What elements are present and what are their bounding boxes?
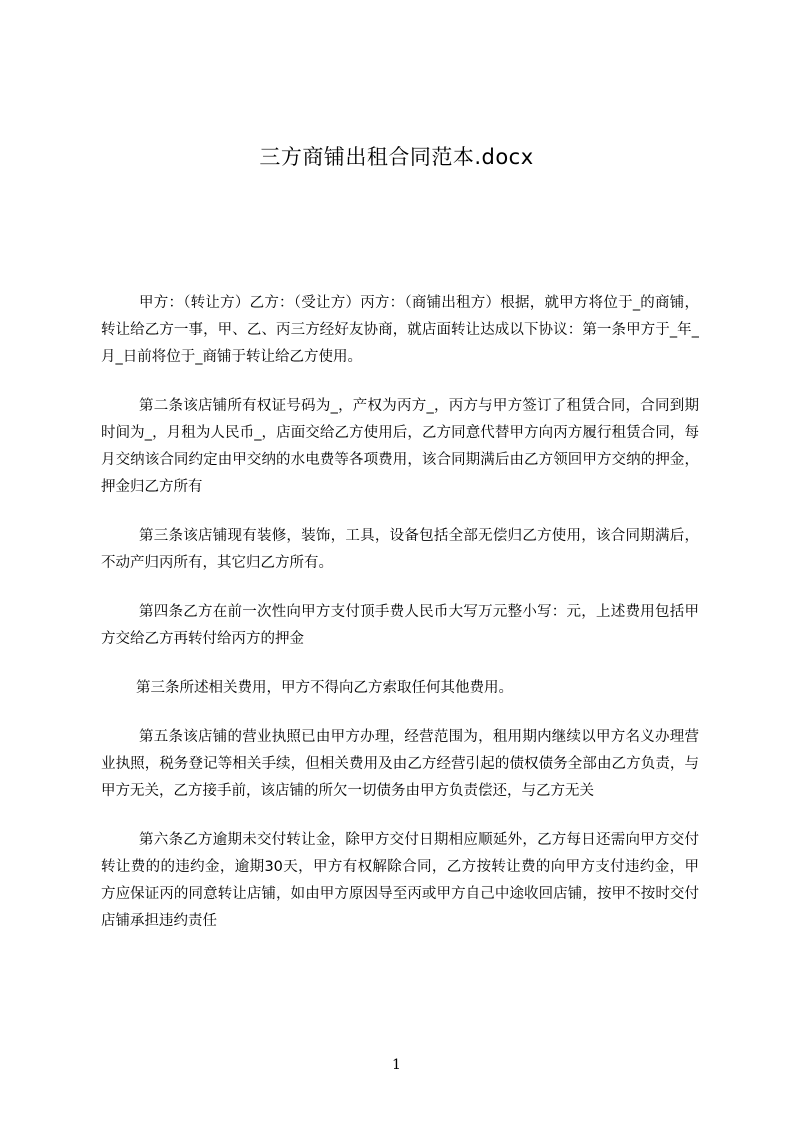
document-title: 三方商铺出租合同范本.docx [259, 145, 534, 169]
paragraph-article-3: 第三条该店铺现有装修，装饰，工具，设备包括全部无偿归乙方使用，该合同期满后，不动产归丙所有，其它归乙方所有。 [101, 528, 699, 571]
paragraph-article-2: 第二条该店铺所有权证号码为_，产权为丙方_，丙方与甲方签订了租赁合同，合同到期时间为_，月租为人民币_，店面交给乙方使用后，乙方同意代替甲方向丙方履行租赁合同，每月交纳该合同约定由甲交纳的水电费等各项费用，该合同期满后由乙方领回甲方交纳的押金，押金归乙方所有 [101, 398, 699, 495]
paragraph-article-6: 第六条乙方逾期未交付转让金，除甲方交付日期相应顺延外，乙方每日还需向甲方交付转让费的的违约金，逾期30天，甲方有权解除合同，乙方按转让费的向甲方支付违约金，甲方应保证丙的同意转让店铺，如由甲方原因导至丙或甲方自己中途收回店铺，按甲不按时交付店铺承担违约责任 [101, 832, 699, 929]
document-body [101, 290, 699, 935]
paragraph-fees-note: 第三条所述相关费用，甲方不得向乙方索取任何其他费用。 [136, 680, 513, 696]
paragraph-parties: 甲方：（转让方）乙方：（受让方）丙方：（商铺出租方）根据，就甲方将位于_的商铺，转让给乙方一事，甲、乙、丙三方经好友协商，就店面转让达成以下协议：第一条甲方于_年_月_日前将位于_商铺于转让给乙方使用。 [101, 295, 699, 365]
paragraph-article-5: 第五条该店铺的营业执照已由甲方办理，经营范围为，租用期内继续以甲方名义办理营业执照，税务登记等相关手续，但相关费用及由乙方经营引起的债权债务全部由乙方负责，与甲方无关，乙方接手前，该店铺的所欠一切债务由甲方负责偿还，与乙方无关 [101, 729, 699, 799]
page-number: 1 [392, 1057, 401, 1073]
paragraph-article-4: 第四条乙方在前一次性向甲方支付顶手费人民币大写万元整小写：元，上述费用包括甲方交给乙方再转付给丙方的押金 [101, 604, 699, 647]
